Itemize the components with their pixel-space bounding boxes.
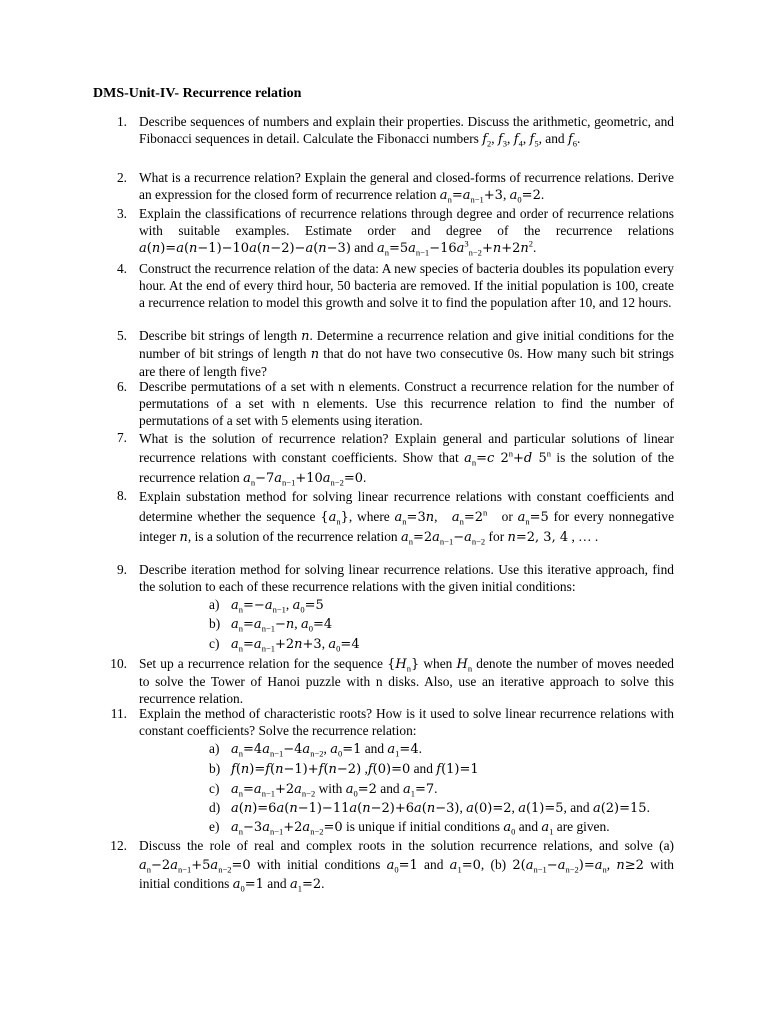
question-11-part-c: c) $a_n=a_{n-1}+2a_{n-2}$ with $a_0=2$ and $a_1=7$. — [209, 781, 438, 799]
question-9-part-a: a) $a_n=-a_{n-1}$, $a_0=5$ — [209, 597, 324, 615]
question-2: What is a recurrence relation? Explain the general and closed-forms of recurrence relations. Derive an expression for the closed form of recurrence relation $a_n=a_{n-1}+3$, $a_0=2$. — [139, 170, 674, 205]
question-number: 11. — [110, 706, 127, 721]
question-9-part-c: c) $a_n=a_{n-1}+2n+3$, $a_0=4$ — [209, 636, 360, 654]
question-number: 2. — [116, 170, 127, 185]
question-11: Explain the method of characteristic roots? How is it used to solve linear recurrence relations with constant coefficients? Solve the recurrence relation: — [139, 706, 674, 738]
question-number: 3. — [116, 206, 127, 221]
question-11-part-d: d) a(n)=6a(n−1)−11a(n−2)+6a(n−3), a(0)=2, a(1)=5, and a(2)=15. — [209, 800, 650, 816]
question-number: 5. — [116, 328, 127, 343]
question-1: Describe sequences of numbers and explain their properties. Discuss the arithmetic, geometric, and Fibonacci sequences in detail. Calculate the Fibonacci numbers $f_2$, $f_3$, $f_4$, $f_5$, and $f_6$. — [139, 114, 674, 149]
question-5: Describe bit strings of length n. Determine a recurrence relation and give initial conditions for the number of bit strings of length n that do not have two consecutive 0s. How many such bit strings are there of length five? — [139, 328, 674, 379]
question-number: 12. — [110, 838, 127, 853]
question-11-part-b: b) f(n)=f(n−1)+f(n−2) ,f(0)=0 and f(1)=1 — [209, 761, 479, 777]
question-number: 4. — [116, 261, 127, 276]
question-6: Describe permutations of a set with n elements. Construct a recurrence relation for the number of permutations of a set with n elements. Use this recurrence relation to find the number of permutations of a set with 5 elements using iteration. — [139, 379, 674, 428]
question-9: Describe iteration method for solving linear recurrence relations. Use this iterative approach, find the solution to each of these recurrence relations with the given initial conditions: — [139, 562, 674, 594]
page-title: DMS-Unit-IV- Recurrence relation — [93, 86, 302, 101]
question-10: Set up a recurrence relation for the sequence $\{H_n\}$ when $H_n$ denote the number of moves needed to solve the Tower of Hanoi puzzle with n disks. Also, use an iterative approach to solve this recurrence relation. — [139, 656, 675, 706]
question-number: 8. — [116, 488, 127, 503]
question-number: 9. — [116, 562, 127, 577]
question-number: 10. — [110, 656, 127, 671]
question-3: Explain the classifications of recurrence relations through degree and order of recurrence relations with suitable examples. Estimate order and degree of the recurrence relations a(n)=a(n−1)−10a(n−2)−a(n−3) and $a_n=5a_{n-1}-16a^3_{n-2}+n+2n^2$. — [139, 206, 674, 258]
question-9-part-b: b) $a_n=a_{n-1}-n$, $a_0=4$ — [209, 616, 333, 634]
question-number: 1. — [116, 114, 127, 129]
question-4: Construct the recurrence relation of the data: A new species of bacteria doubles its population every hour. At the end of every third hour, 50 bacteria are removed. If the initial population is 100, create a recurrence relation to model this growth and solve it to find the population after 10, and 12 hours. — [139, 261, 674, 310]
question-12: Discuss the role of real and complex roots in the solution recurrence relations, and solve (a) $a_n-2a_{n-1}+5a_{n-2}=0$ with initial conditions $a_0=1$ and $a_1=0$, (b) $2(a_{n-1}-a_{n-2})=a_n$, n≥2 with initial conditions $a_0=1$ and $a_1=2$. — [139, 838, 674, 894]
question-8: Explain substation method for solving linear recurrence relations with constant coefficients and determine whether the sequence $\{a_n\}$, where $a_n=3n$, $a_n=2^n$ or $a_n=5$ for every nonnegative integer n, is a solution of the recurrence relation $a_n=2a_{n-1}-a_{n-2}$ for n=2, 3, 4 , … . — [139, 489, 675, 547]
question-11-part-e: e) $a_n-3a_{n-1}+2a_{n-2}=0$ is unique if initial conditions $a_0$ and $a_1$ are given. — [209, 819, 610, 837]
question-number: 6. — [116, 379, 127, 394]
question-11-part-a: a) $a_n=4a_{n-1}-4a_{n-2}$, $a_0=1$ and $a_1=4$. — [209, 741, 422, 759]
question-number: 7. — [116, 430, 127, 445]
question-7: What is the solution of recurrence relation? Explain general and particular solutions of linear recurrence relations with constant coefficients. Show that $a_n=c$ $2^n+d$ 5$^n$ is the solution of the recurrence relation $a_n-7a_{n-1}+10a_{n-2}=0$. — [139, 431, 675, 488]
